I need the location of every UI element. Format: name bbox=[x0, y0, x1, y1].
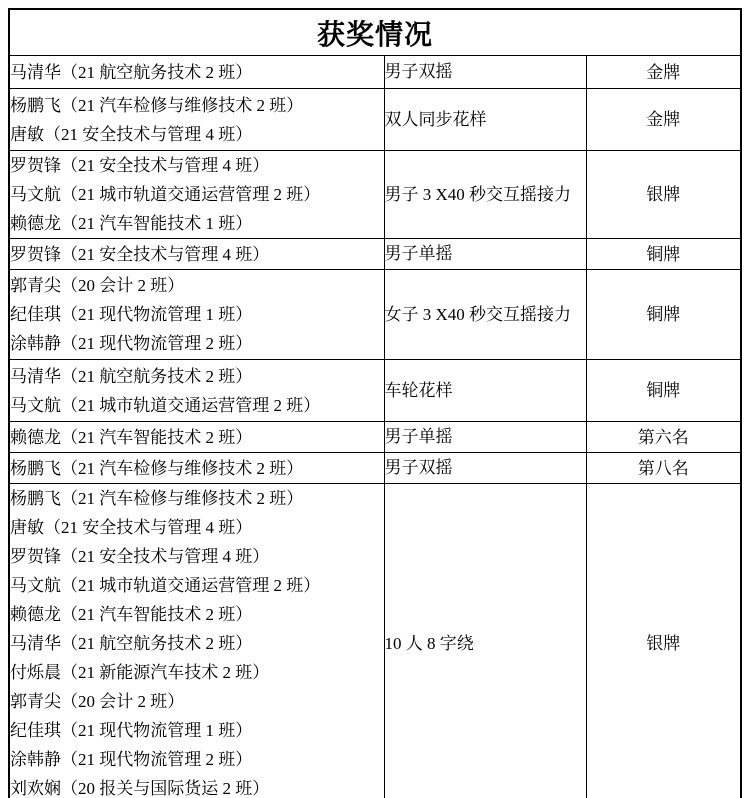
participants-cell bbox=[9, 453, 384, 484]
participant-line: 纪佳琪（21 现代物流管理 1 班） bbox=[10, 721, 253, 740]
event-cell: 男子双摇 bbox=[384, 56, 586, 89]
title-row bbox=[9, 9, 741, 56]
table-row bbox=[9, 89, 741, 151]
participants-cell bbox=[9, 422, 384, 453]
event-cell: 双人同步花样 bbox=[384, 89, 586, 151]
award-cell: 铜牌 bbox=[586, 360, 741, 422]
participant-line: 马文航（21 城市轨道交通运营管理 2 班） bbox=[10, 185, 321, 204]
award-cell: 第八名 bbox=[586, 453, 741, 484]
award-cell: 第六名 bbox=[586, 422, 741, 453]
award-cell: 金牌 bbox=[586, 56, 741, 89]
participants-cell bbox=[9, 270, 384, 360]
participant-line: 付烁晨（21 新能源汽车技术 2 班） bbox=[10, 663, 270, 682]
participant-line: 罗贺锋（21 安全技术与管理 4 班） bbox=[10, 156, 270, 175]
participant-line: 马文航（21 城市轨道交通运营管理 2 班） bbox=[10, 395, 321, 415]
participant-line: 唐敏（21 安全技术与管理 4 班） bbox=[10, 518, 253, 537]
table-row bbox=[9, 453, 741, 484]
participant-line: 涂韩静（21 现代物流管理 2 班） bbox=[10, 334, 253, 353]
participants-cell bbox=[9, 89, 384, 151]
table-row bbox=[9, 56, 741, 89]
event-cell: 10 人 8 字绕 bbox=[384, 484, 586, 798]
participants-cell bbox=[9, 239, 384, 270]
participant-line: 纪佳琪（21 现代物流管理 1 班） bbox=[10, 305, 253, 324]
table-row bbox=[9, 151, 741, 239]
participant-line: 唐敏（21 安全技术与管理 4 班） bbox=[10, 124, 253, 144]
table-row bbox=[9, 484, 741, 798]
event-cell: 女子 3 X40 秒交互摇接力 bbox=[384, 270, 586, 360]
event-cell: 男子单摇 bbox=[384, 239, 586, 270]
participant-line: 马文航（21 城市轨道交通运营管理 2 班） bbox=[10, 576, 321, 595]
participant-line: 赖德龙（21 汽车智能技术 2 班） bbox=[10, 605, 253, 624]
event-cell: 男子 3 X40 秒交互摇接力 bbox=[384, 151, 586, 239]
participant-line: 罗贺锋（21 安全技术与管理 4 班） bbox=[10, 244, 270, 264]
participant-line: 郭青尖（20 会计 2 班） bbox=[10, 692, 185, 711]
participant-line: 杨鹏飞（21 汽车检修与维修技术 2 班） bbox=[10, 489, 304, 508]
participant-line: 杨鹏飞（21 汽车检修与维修技术 2 班） bbox=[10, 458, 304, 478]
table-row bbox=[9, 360, 741, 422]
page-title: 获奖情况 bbox=[9, 9, 741, 56]
award-cell: 金牌 bbox=[586, 89, 741, 151]
participant-line: 马清华（21 航空航务技术 2 班） bbox=[10, 62, 253, 82]
event-cell: 男子双摇 bbox=[384, 453, 586, 484]
participant-line: 马清华（21 航空航务技术 2 班） bbox=[10, 366, 253, 386]
participant-line: 刘欢娴（20 报关与国际货运 2 班） bbox=[10, 779, 270, 798]
table-row bbox=[9, 239, 741, 270]
event-cell: 男子单摇 bbox=[384, 422, 586, 453]
award-cell: 铜牌 bbox=[586, 239, 741, 270]
participant-line: 赖德龙（21 汽车智能技术 2 班） bbox=[10, 427, 253, 447]
participant-line: 罗贺锋（21 安全技术与管理 4 班） bbox=[10, 547, 270, 566]
award-cell: 铜牌 bbox=[586, 270, 741, 360]
participants-cell bbox=[9, 56, 384, 89]
award-cell: 银牌 bbox=[586, 484, 741, 798]
participant-line: 马清华（21 航空航务技术 2 班） bbox=[10, 634, 253, 653]
participant-line: 郭青尖（20 会计 2 班） bbox=[10, 276, 185, 295]
participants-cell bbox=[9, 484, 384, 798]
award-cell: 银牌 bbox=[586, 151, 741, 239]
awards-table bbox=[8, 8, 742, 798]
participants-cell bbox=[9, 360, 384, 422]
table-row bbox=[9, 422, 741, 453]
participant-line: 杨鹏飞（21 汽车检修与维修技术 2 班） bbox=[10, 95, 304, 115]
participant-line: 赖德龙（21 汽车智能技术 1 班） bbox=[10, 214, 253, 233]
table-row bbox=[9, 270, 741, 360]
event-cell: 车轮花样 bbox=[384, 360, 586, 422]
participant-line: 涂韩静（21 现代物流管理 2 班） bbox=[10, 750, 253, 769]
participants-cell bbox=[9, 151, 384, 239]
